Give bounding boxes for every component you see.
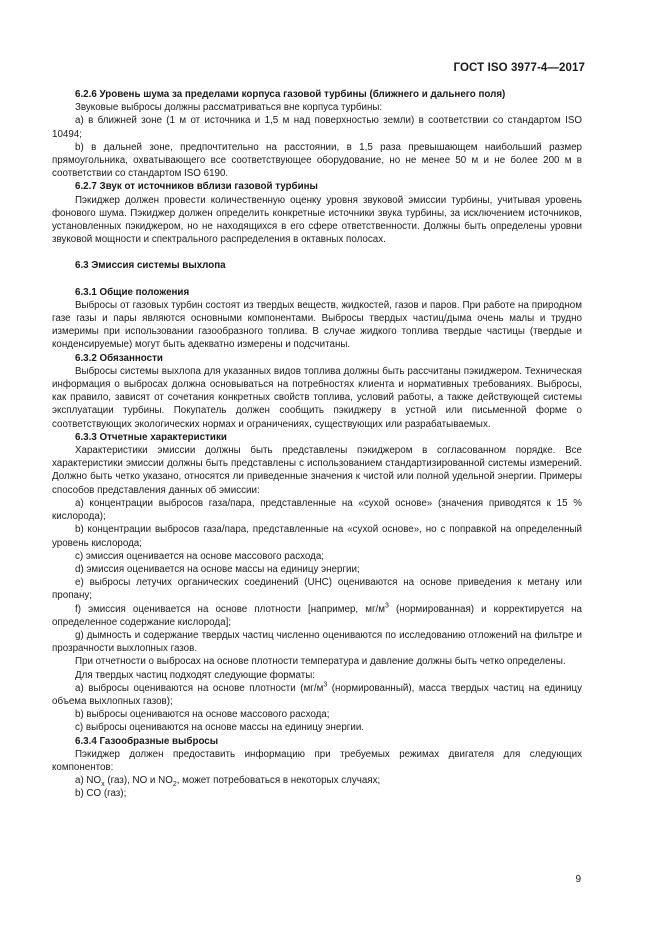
- paragraph: Выбросы от газовых турбин состоят из твердых веществ, жидкостей, газов и паров. При работе на природном газе газы и пары являются основными компонентами. Выбросы твердых частиц/дыма очень малы и трудно измеримы при использовании газообразного топлива. В случае жидкого топлива твердые частицы (твердые и конденсируемые) могут быть адекватно измерены и подсчитаны.: [52, 299, 582, 351]
- page-number: 9: [575, 874, 581, 885]
- list-item: c) эмиссия оценивается на основе массового расхода;: [75, 550, 325, 562]
- heading-6-3: 6.3 Эмиссия системы выхлопа: [75, 260, 226, 272]
- paragraph: Для твердых частиц подходят следующие форматы:: [75, 669, 315, 681]
- list-item: b) CO (газ);: [75, 788, 127, 800]
- list-item: a) концентрации выбросов газа/пара, представленные на «сухой основе» (значения приводятся к 15 % кислорода);: [52, 497, 582, 523]
- heading-6-2-6: 6.2.6 Уровень шума за пределами корпуса газовой турбины (ближнего и дальнего поля): [75, 89, 506, 100]
- list-item: g) дымность и содержание твердых частиц численно оцениваются по исследованию отложений на фильтре и прозрачности выхлопных газов.: [52, 629, 582, 655]
- list-item: [52, 774, 582, 787]
- superscript: 3: [385, 602, 389, 610]
- list-item: c) выбросы оцениваются на основе массы на единицу энергии.: [75, 722, 365, 734]
- heading-6-3-2: 6.3.2 Обязанности: [75, 352, 163, 364]
- paragraph: Характеристики эмиссии должны быть представлены пэкиджером в согласованном порядке. Все характеристики эмиссии должны быть представлены с использованием стандартизированной системы измерений. Должно быть четко указано, относятся ли приведенные значения к чистой или полной удельной энергии. Примеры способов представления данных об эмиссии:: [52, 445, 582, 496]
- text: a) NO: [75, 775, 102, 787]
- subscript: 2: [172, 781, 177, 789]
- text: , может потребоваться в некоторых случаях;: [176, 775, 381, 787]
- list-item: b) концентрации выбросов газа/пара, представленные на «сухой основе», но с поправкой на определенный уровень кислорода;: [52, 524, 582, 549]
- document-header: ГОСТ ISO 3977-4—2017: [453, 62, 585, 74]
- list-item: b) в дальней зоне, предпочтительно на расстоянии, в 1,5 раза превышающем наибольший размер прямоугольника, охватывающего все соответствующее оборудование, но не менее 50 м и не более 200 м в соответствии со стандартом ISO 6190.: [52, 141, 582, 180]
- paragraph: Звуковые выбросы должны рассматриваться вне корпуса турбины:: [75, 102, 383, 114]
- heading-6-3-1: 6.3.1 Общие положения: [75, 286, 190, 298]
- heading-6-2-7: 6.2.7 Звук от источников вблизи газовой турбины: [75, 181, 318, 193]
- paragraph: Пэкиджер должен провести количественную оценку уровня звуковой эмиссии турбины, учитывая уровень фонового шума. Пэкиджер должен определить конкретные источники звука турбины, за исключением источников, установленных пэкиджером, но не находящихся в его сфере ответственности. Должны быть определены уровни звуковой мощности и спектрального распределения в октавных полосах.: [52, 194, 582, 246]
- text: a) выбросы оцениваются на основе плотности (мг/м: [75, 682, 324, 694]
- list-item: d) эмиссия оценивается на основе массы на единицу энергии;: [75, 563, 360, 575]
- heading-6-3-3: 6.3.3 Отчетные характеристики: [75, 431, 227, 443]
- text: (газ), NO и NO: [104, 775, 173, 787]
- list-item: [52, 603, 582, 629]
- list-item: e) выбросы летучих органических соединений (UHC) оцениваются на основе приведения к метану или пропану;: [52, 577, 582, 602]
- list-item: b) выбросы оцениваются на основе массового расхода;: [75, 709, 330, 721]
- superscript: 3: [323, 681, 328, 689]
- paragraph: При отчетности о выбросах на основе плотности температура и давление должны быть четко определены.: [75, 656, 566, 668]
- text: (нормированный), масса твердых частиц на единицу объема выхлопных газов);: [52, 682, 583, 707]
- list-item: [52, 682, 582, 708]
- paragraph: Выбросы системы выхлопа для указанных видов топлива должны быть рассчитаны пэкиджером. Техническая информация о выбросах должна основываться на потребностях клиента и нормативных требованиях. Выбросы, как правило, зависят от сочетания конкретных свойств топлива, условий работы, а также действующей системы эксплуатации турбины. Покупатель должен сообщить пэкиджеру в устной или письменной форме о соответствующих экологических нормах и ограничениях, существующих или разрабатываемых.: [52, 365, 582, 430]
- list-item: a) в ближней зоне (1 м от источника и 1,5 м над поверхностью земли) в соответствии со стандартом ISO 10494;: [52, 115, 582, 140]
- page-body: [52, 88, 582, 801]
- heading-6-3-4: 6.3.4 Газообразные выбросы: [75, 735, 219, 747]
- subscript: x: [101, 781, 105, 789]
- text: f) эмиссия оценивается на основе плотности [например, мг/м: [75, 603, 385, 615]
- paragraph: Пэкиджер должен предоставить информацию при требуемых режимах двигателя для следующих компонентов:: [52, 748, 582, 773]
- text: (нормированная) и корректируется на определенное содержание кислорода];: [52, 603, 583, 628]
